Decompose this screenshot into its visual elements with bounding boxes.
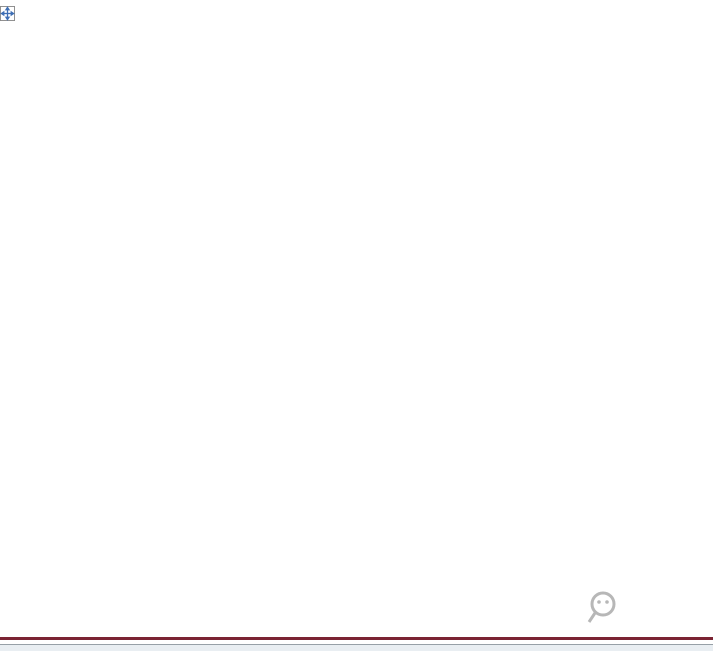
watermark <box>583 588 623 630</box>
magnifier-icon <box>583 588 623 630</box>
figure-bottom-rule <box>0 637 713 640</box>
figure-title[interactable] <box>8 3 698 19</box>
